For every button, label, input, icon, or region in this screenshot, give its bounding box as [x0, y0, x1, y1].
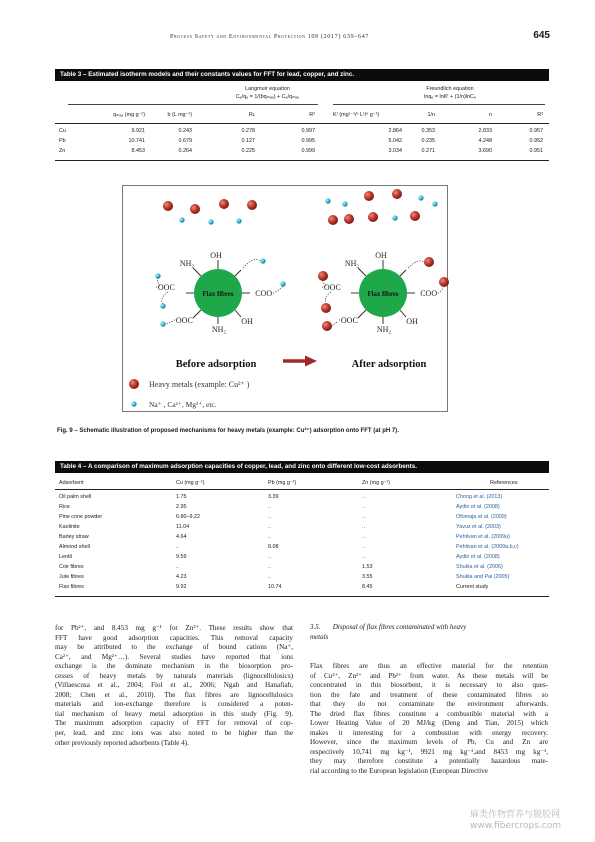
section-number: 3.5. [310, 623, 321, 631]
table3-col-kf: Kᶠ (mg¹⁻¹/ⁿ L¹/ⁿ g⁻¹) [333, 112, 380, 118]
table3-col-rl: Rʟ [248, 112, 255, 118]
arrow-head [305, 356, 317, 367]
carboxylate-group-label: ·OOC [173, 316, 193, 325]
table4-pb: 8.08 [268, 544, 279, 550]
table4-zn: 8.45 [362, 584, 373, 590]
text-line: Ca²⁺, and Mg²⁺…). Several studies have reported that ions [55, 652, 293, 661]
table3-group-freundlich-title: Freundlich equation [426, 86, 474, 92]
text-line: per, lead, and zinc ions was also noted to be higher than the [55, 729, 293, 738]
table4-reference: Yavuz et al. (2003) [456, 524, 501, 530]
table4-cu: 4.23 [176, 574, 187, 580]
text-line: materials and ion-exchange therefore is considered a poten- [55, 700, 293, 709]
table3-cell: 0.679 [178, 138, 192, 144]
svg-text:·OOC: ·OOC [321, 283, 341, 292]
hydroxyl-group-label: OH [210, 251, 222, 260]
table3-cell: 0.264 [178, 148, 192, 154]
table3-col-r2-langmuir: R² [309, 112, 315, 118]
table4-zn: .. [362, 494, 365, 500]
svg-text:OH: OH [375, 251, 387, 260]
amine-group-label: NH₂ [211, 325, 227, 334]
table3-cell: 3.690 [478, 148, 492, 154]
table4-adsorbent: Rice [59, 504, 70, 510]
table4-pb: 10.74 [268, 584, 282, 590]
figure-9-caption: Fig. 9 – Schematic illustration of proposed mechanisms for heavy metals (example: Cu²⁺) adsorption onto FFT (at pH 7). [57, 428, 399, 434]
table4-pb: .. [268, 534, 271, 540]
table4-cu: 4.64 [176, 534, 187, 540]
svg-text:OH: OH [406, 317, 418, 326]
table3-header-rule [55, 123, 549, 124]
table4-cu: 11.04 [176, 524, 190, 530]
svg-text:NH₂: NH₂ [376, 325, 392, 334]
after-fibre-group [318, 251, 449, 334]
table3-group-rule-left [68, 104, 318, 105]
table3-cell: 0.353 [421, 128, 435, 134]
table4-adsorbent: Flax fibres [59, 584, 84, 590]
svg-text:NH₂: NH₂ [344, 259, 360, 268]
hydroxyl-group-label: OH [241, 317, 253, 326]
table4-col-pb: Pb (mg g⁻¹) [268, 480, 297, 486]
after-free-ions [325, 189, 437, 225]
legend-light-ion-label: Na⁺ , Ca²⁺, Mg²⁺, etc. [149, 400, 217, 409]
text-line: FFT have good adsorption capacities. This removal capacity [55, 633, 293, 642]
table4-reference: Current study [456, 584, 489, 590]
text-line: However, since the maximum levels of Pb, Cu and Zn are [310, 738, 548, 747]
table3-cell: 3.034 [388, 148, 402, 154]
table3-cell: 2.864 [388, 128, 402, 134]
section-heading [310, 623, 550, 642]
svg-text:·OOC: ·OOC [338, 316, 358, 325]
table3-cell: 0.995 [301, 138, 315, 144]
table3-cell: 0.271 [421, 148, 435, 154]
table3-caption: Table 3 – Estimated isotherm models and their constants values for FFT for lead, copper, and zinc. [55, 69, 549, 81]
table3-cell: 9.921 [131, 128, 145, 134]
table3-col-inv-n: 1/n [427, 112, 435, 118]
text-line: tial mechanism of heavy metal adsorption in this study (Fig. 9). [55, 709, 293, 718]
light-cation [179, 217, 184, 222]
table4-cu: 1.75 [176, 494, 187, 500]
text-line: of Cu²⁺, Zn²⁺ and Pb²⁺ from water. As these metals will be [310, 671, 548, 680]
table3-col-b: b (L mg⁻¹) [167, 112, 192, 118]
table3-bottom-rule [55, 160, 549, 161]
table4-reference: Pehlivan et al. (2009a,b,c) [456, 544, 519, 550]
text-line: The dried flax fibres constitute a combustible material with a [310, 709, 548, 718]
table4-adsorbent: Coir fibres [59, 564, 84, 570]
table4-cu: 6.80–9.22 [176, 514, 200, 520]
table4-adsorbent: Jute fibres [59, 574, 84, 580]
table4-zn: .. [362, 534, 365, 540]
table3-row-label: Zn [59, 148, 66, 154]
table4-adsorbent: Barley straw [59, 534, 89, 540]
text-line: other previously reported adsorbents (Table 4). [55, 738, 189, 747]
before-fibre-group [155, 251, 285, 334]
table4-pb: .. [268, 574, 271, 580]
table4-col-adsorbent: Adsorbent [59, 480, 84, 486]
table4-cu: 9.92 [176, 584, 187, 590]
table4-zn: .. [362, 544, 365, 550]
table4-pb: .. [268, 554, 271, 560]
text-line: The maximum adsorption capacity of FFT for removal of cop- [55, 719, 293, 728]
table4-zn: 3.55 [362, 574, 373, 580]
right-column-text [310, 662, 548, 777]
table3-cell: 0.278 [241, 128, 255, 134]
carboxylate-group-label: COO· [255, 289, 275, 298]
text-line: makes it interesting for a combustion with energy recovery. [310, 728, 548, 737]
table4-zn: .. [362, 524, 365, 530]
watermark [470, 810, 561, 832]
text-line: rial according to the European legislation (European Directive [310, 767, 488, 776]
page-number: 645 [533, 30, 550, 41]
table4-pb: .. [268, 514, 271, 520]
table3-cell: 4.248 [478, 138, 492, 144]
section-title: Disposal of flax fibres contaminated with heavy [332, 623, 467, 631]
table3-cell: 0.999 [301, 148, 315, 154]
table4-reference: Aydin et al. (2008) [456, 504, 500, 510]
svg-text:COO·: COO· [420, 289, 440, 298]
table4-adsorbent: Oil palm shell [59, 494, 92, 500]
table4-cu: 2.95 [176, 504, 187, 510]
text-line: tion the fate and treatment of these contaminated fibres so [310, 690, 548, 699]
table4-reference: Shukla and Pai (2005) [456, 574, 510, 580]
text-line: for Pb²⁺, and 8.453 mg g⁻¹ for Zn²⁺. These results show that [55, 624, 293, 632]
text-line: Lower Heating Value of 20 MJ/kg (Deng and Tian, 2015) which [310, 719, 548, 728]
amine-group-label: NH₂ [179, 259, 195, 268]
table4-reference: Aydin et al. (2008) [456, 554, 500, 560]
section-title-cont: metals [310, 632, 329, 641]
watermark-line-1: 麻类作物营养与脱胶网 [470, 810, 561, 820]
text-line: may be attributed to the exchange of bound cations (Na⁺, [55, 643, 293, 652]
running-head: Process Safety and Environmental Protection 109 (2017) 639–647 [170, 33, 369, 40]
left-column-text [55, 624, 293, 748]
table3-cell: 0.243 [178, 128, 192, 134]
text-line: they may therefore constitute a potentially hazardous mate- [310, 757, 548, 766]
table4-pb: .. [268, 564, 271, 570]
table3-cell: 0.997 [301, 128, 315, 134]
table4-col-references: References [490, 480, 518, 486]
table4-adsorbent: Lentil [59, 554, 72, 560]
table4-zn: .. [362, 504, 365, 510]
table3-group-langmuir-equation: Cₑ/qₑ = 1/(bqₘₐₓ) + Cₑ/qₘₐₓ [235, 94, 300, 100]
table4-adsorbent: Pine cone powder [59, 514, 103, 520]
legend-heavy-metal-label: Heavy metals (example: Cu²⁺ ) [149, 380, 250, 389]
table4-cu: .. [176, 544, 179, 550]
table4-bottom-rule [55, 596, 549, 597]
legend-heavy-metal-marker [129, 379, 139, 389]
table4-reference: Ofomaja et al. (2009) [456, 514, 507, 520]
table4-pb: .. [268, 504, 271, 510]
table4-reference: Chong et al. (2013) [456, 494, 503, 500]
before-adsorption-label: Before adsorption [175, 359, 257, 370]
text-line: that they do not contaminate the environment afterwards. [310, 700, 548, 709]
table3-row-label: Cu [59, 128, 66, 134]
table3-cell: 0.127 [241, 138, 255, 144]
text-line: 2008; Chen et al., 2010). The flax fibres are lignocellulosics [55, 690, 293, 699]
figure-9 [122, 185, 448, 412]
table3-cell: 8.453 [131, 148, 145, 154]
table3-group-langmuir-title: Langmuir equation [245, 86, 290, 92]
table4-header-rule [55, 489, 549, 490]
legend-light-ion-marker [131, 401, 136, 406]
table3-group-rule-right [333, 104, 545, 105]
table3-cell: 0.951 [529, 148, 543, 154]
heavy-metal-ion [163, 201, 173, 211]
text-line: Flax fibres are thus an effective material for the retention [310, 662, 548, 670]
table3-col-r2-freundlich: R² [537, 112, 543, 118]
table4-zn: 1.53 [362, 564, 373, 570]
table4-col-cu: Cu (mg g⁻¹) [176, 480, 205, 486]
table3-row-label: Pb [59, 138, 66, 144]
table4-pb: 3.39 [268, 494, 279, 500]
table3-cell: 0.952 [529, 138, 543, 144]
table4-zn: .. [362, 514, 365, 520]
table3-col-qmax: qₘₐₓ (mg g⁻¹) [113, 112, 145, 118]
table3-cell: 2.833 [478, 128, 492, 134]
table4-reference: Shukla et al. (2006) [456, 564, 503, 570]
text-line: exchange is the dominate mechanism in the biosorption pro- [55, 662, 293, 671]
table3-group-freundlich-equation: lnqₑ = lnKᶠ + (1/n)lnCₑ [424, 94, 476, 100]
text-line: (Villaescusa et al., 2004; Fiol et al., 2006; Ngah and Hanafiah, [55, 681, 293, 690]
table3-cell: 0.957 [529, 128, 543, 134]
table3-cell: 0.225 [241, 148, 255, 154]
text-line: cesses of heavy metals by naturals materials (lignocellulosics) [55, 671, 293, 680]
table4-zn: .. [362, 554, 365, 560]
watermark-line-2: www.fibercrops.com [470, 821, 561, 831]
carboxylate-group-label: ·OOC [155, 283, 175, 292]
heavy-metal-ion [247, 200, 257, 210]
table4-cu: .. [176, 564, 179, 570]
before-free-ions [163, 199, 257, 225]
table3-col-n: n [489, 112, 492, 118]
light-cation [236, 218, 241, 223]
table4-reference: Pehlivan et al. (2009a) [456, 534, 510, 540]
flax-fibre-label: Flax fibres [202, 291, 234, 298]
flax-fibre-label: Flax fibres [367, 291, 399, 298]
table4-adsorbent: Kaolinite [59, 524, 80, 530]
heavy-metal-ion [190, 204, 200, 214]
table4-adsorbent: Almond shell [59, 544, 90, 550]
table4-pb: .. [268, 524, 271, 530]
table4-col-zn: Zn (mg g⁻¹) [362, 480, 391, 486]
heavy-metal-ion [219, 199, 229, 209]
table4-cu: 9.59 [176, 554, 187, 560]
text-line: respectively 10,741 mg kg⁻¹, 9921 mg kg⁻¹,and 8453 mg kg⁻¹, [310, 747, 548, 756]
table3-cell: 5.042 [388, 138, 402, 144]
text-line: concentrated in this biosorbent, it is necessary to also ques- [310, 681, 548, 690]
figure-9-graphic [123, 186, 449, 413]
after-adsorption-label: After adsorption [351, 359, 427, 370]
table3-cell: 10.741 [128, 138, 145, 144]
light-cation [208, 219, 213, 224]
table3-cell: 0.235 [421, 138, 435, 144]
table4-caption: Table 4 – A comparison of maximum adsorption capacities of copper, lead, and zinc onto different low-cost adsorbents. [55, 461, 549, 473]
